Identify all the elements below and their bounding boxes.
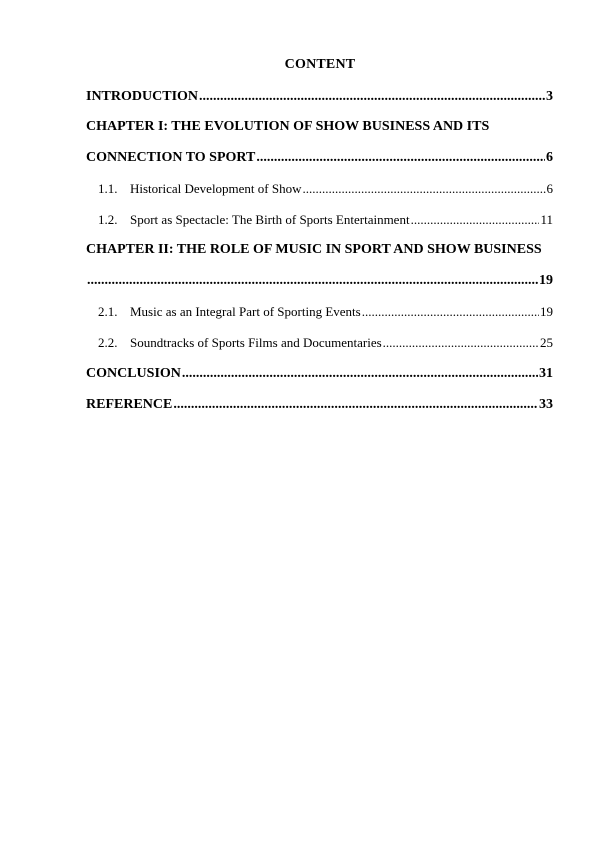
- toc-title: CONTENT: [284, 57, 356, 72]
- toc-entry-section-1-2[interactable]: [86, 209, 553, 231]
- toc-chapter-2-title-line-1: CHAPTER II: THE ROLE OF MUSIC IN SPORT AND SHOW BUSINESS: [86, 242, 542, 257]
- toc-page-number: 11: [540, 212, 553, 227]
- toc-page-number: 25: [540, 335, 553, 350]
- toc-entry-section-2-2[interactable]: [86, 332, 553, 354]
- dot-leader: [411, 209, 540, 231]
- toc-page-number: 3: [546, 89, 553, 104]
- toc-entry-section-1-1[interactable]: [86, 178, 553, 200]
- dot-leader: [303, 178, 546, 200]
- toc-entry-chapter-2[interactable]: [86, 239, 553, 292]
- toc-entry-section-2-1[interactable]: [86, 301, 553, 323]
- toc-entry-label: REFERENCE: [86, 397, 173, 412]
- toc-section-number: 2.1.: [98, 304, 118, 319]
- dot-leader: [182, 363, 538, 385]
- toc-chapter-1-title-line-1: CHAPTER I: THE EVOLUTION OF SHOW BUSINESS AND ITS: [86, 119, 490, 134]
- toc-page-number: 19: [540, 304, 553, 319]
- dot-leader: [199, 86, 545, 108]
- toc-page-number: 6: [546, 181, 553, 196]
- toc-entry-introduction[interactable]: [86, 86, 553, 108]
- dot-leader: [256, 147, 545, 169]
- toc-entry-label: CONCLUSION: [86, 366, 181, 381]
- toc-entry-reference[interactable]: [86, 394, 553, 416]
- toc-entry-label: Sport as Spectacle: The Birth of Sports Entertainment: [130, 212, 410, 227]
- toc-page-number: 6: [546, 150, 553, 165]
- toc-section-number: 1.1.: [98, 181, 118, 196]
- toc-page-number: 33: [539, 397, 553, 412]
- dot-leader: [87, 270, 538, 292]
- table-of-contents: [86, 86, 553, 416]
- toc-section-number: 2.2.: [98, 335, 118, 350]
- dot-leader: [173, 394, 538, 416]
- toc-entry-label: Soundtracks of Sports Films and Documentaries: [130, 335, 382, 350]
- dot-leader: [362, 301, 539, 323]
- toc-entry-chapter-1[interactable]: [86, 116, 553, 169]
- toc-page-number: 19: [539, 273, 553, 288]
- toc-entry-label: INTRODUCTION: [86, 89, 199, 104]
- toc-chapter-1-title-line-2: CONNECTION TO SPORT: [86, 150, 256, 165]
- toc-entry-label: Music as an Integral Part of Sporting Events: [130, 304, 361, 319]
- toc-page-number: 31: [539, 366, 553, 381]
- dot-leader: [383, 332, 539, 354]
- toc-entry-label: Historical Development of Show: [130, 181, 302, 196]
- toc-section-number: 1.2.: [98, 212, 118, 227]
- toc-entry-conclusion[interactable]: [86, 363, 553, 385]
